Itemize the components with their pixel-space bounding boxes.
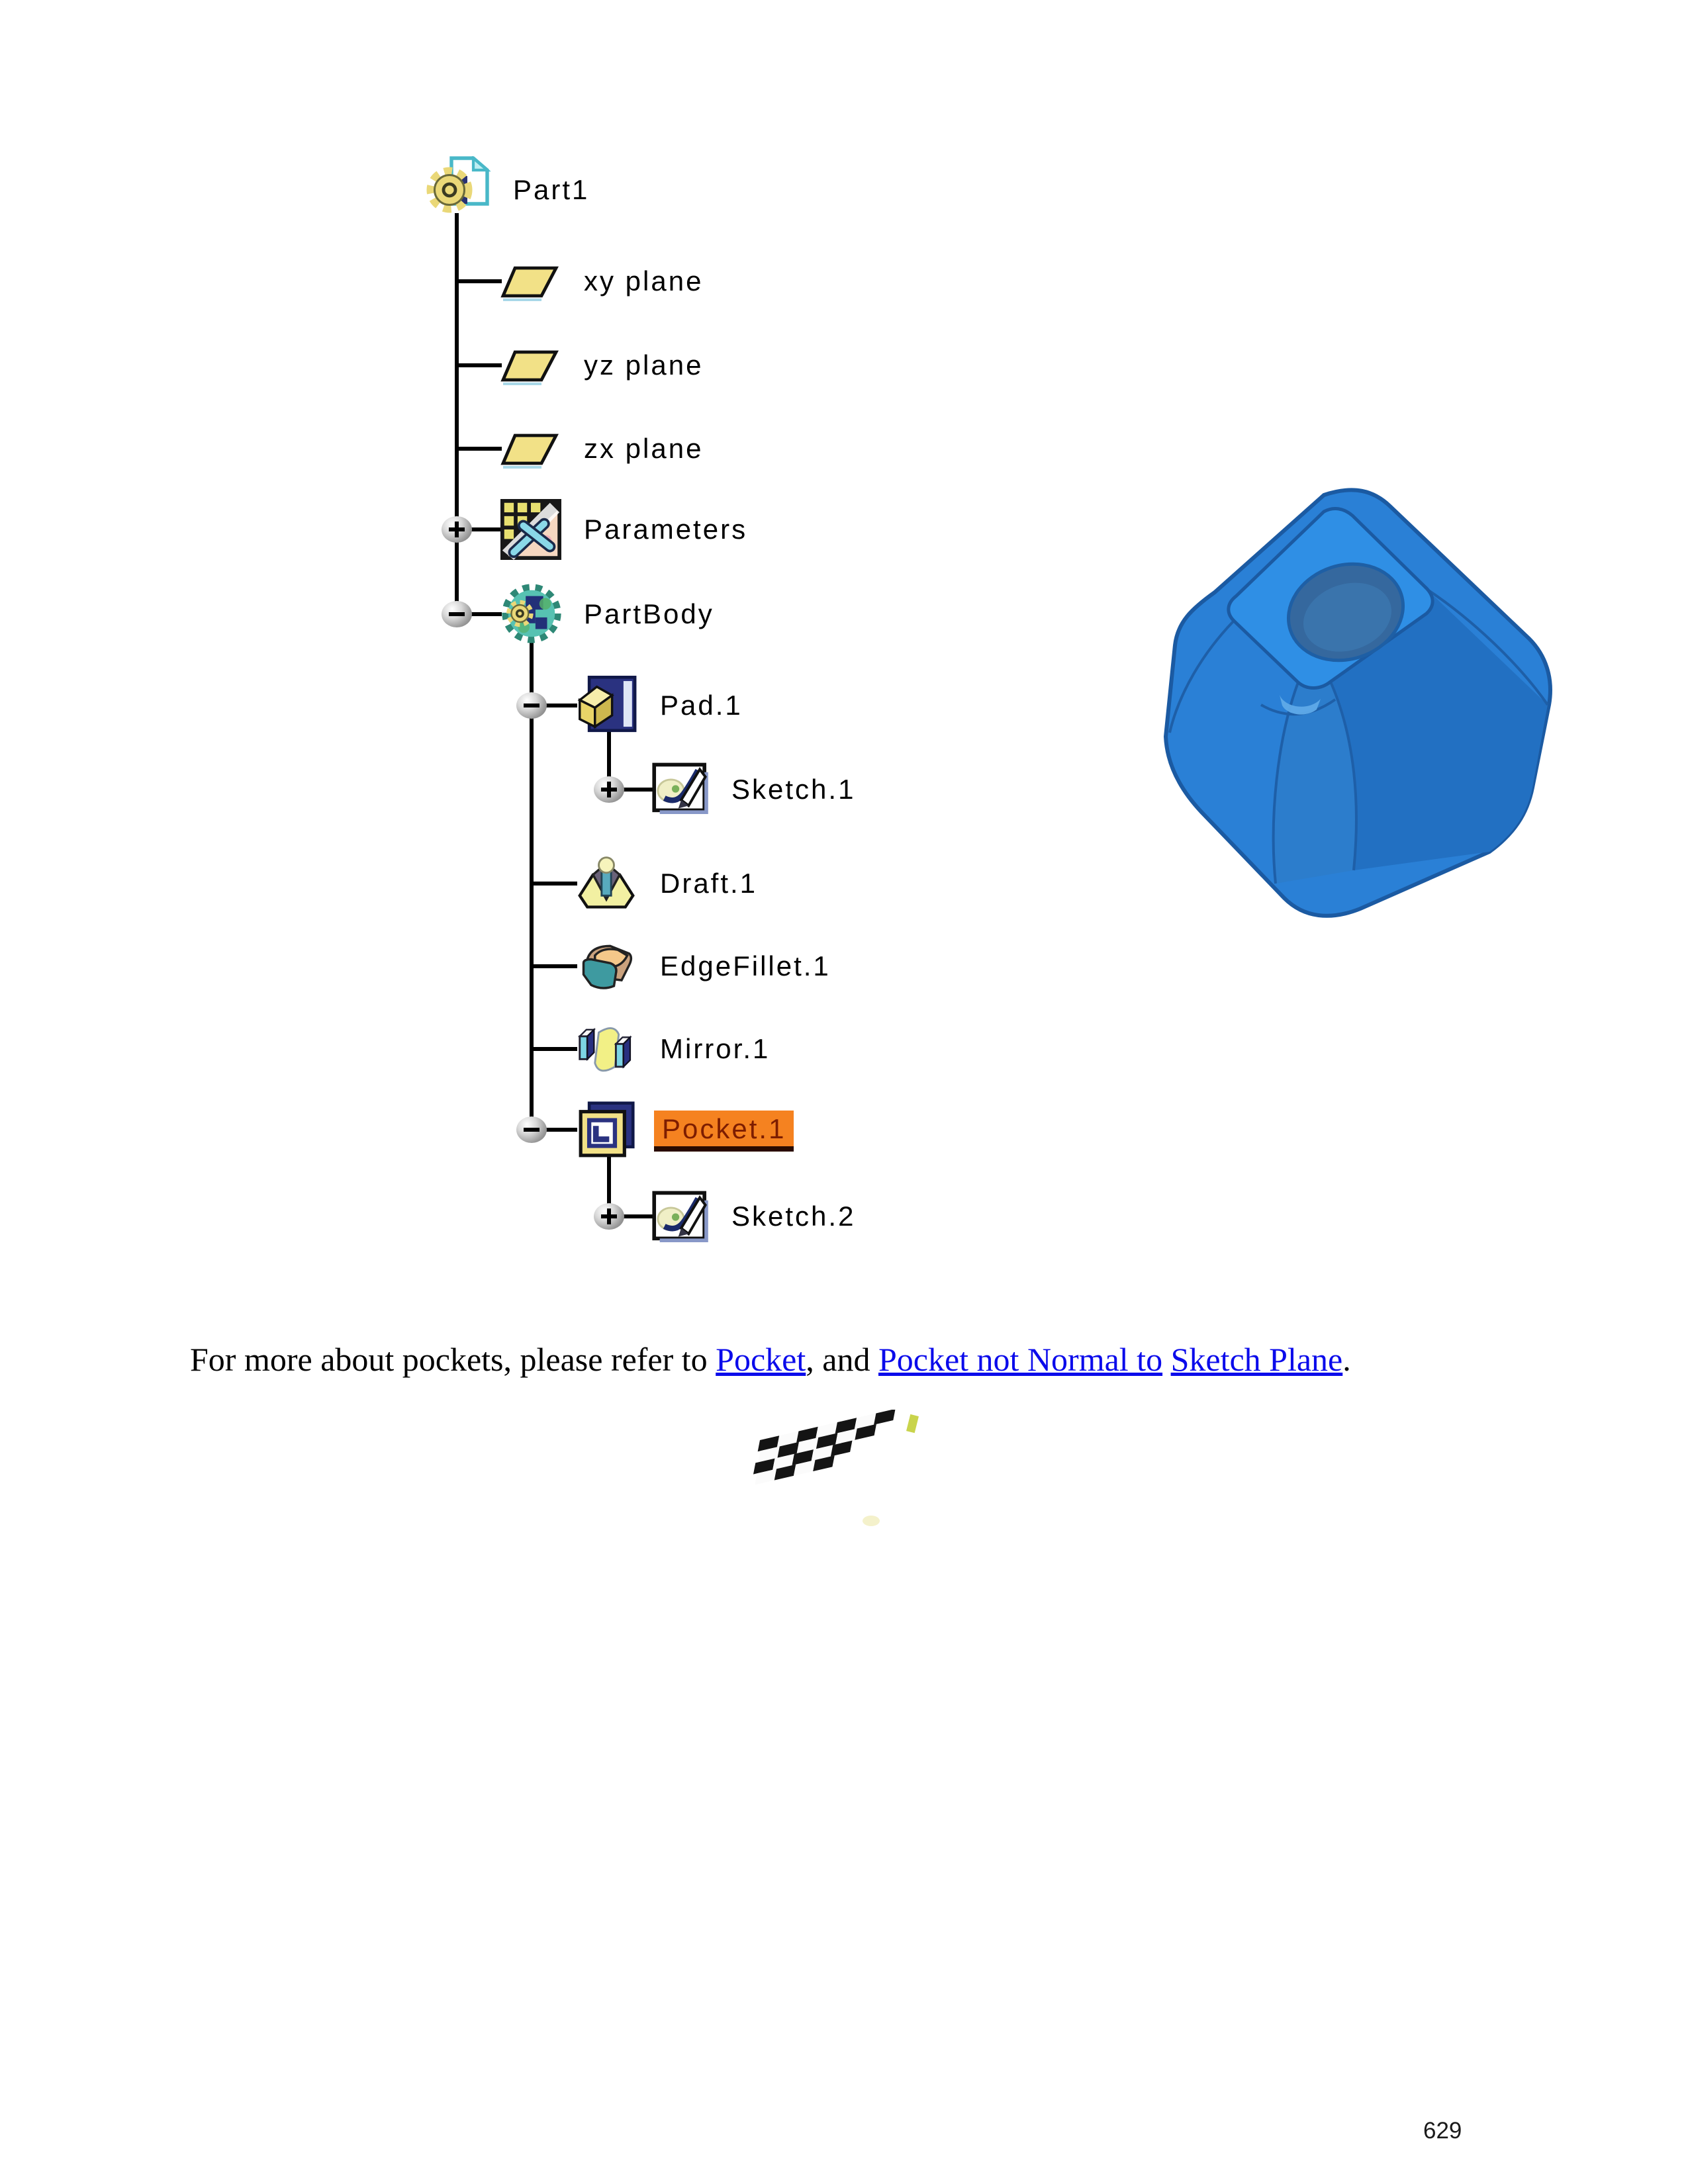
tree-branch (532, 964, 577, 968)
tree-branch (532, 1047, 577, 1051)
parameters-icon (500, 499, 561, 560)
edgefillet-icon (576, 940, 637, 994)
body-paragraph (190, 1332, 1388, 1387)
tree-trunk-root (455, 213, 459, 618)
tree-item-sketch2[interactable]: Sketch.2 (731, 1201, 856, 1232)
checkered-flag-icon (741, 1410, 933, 1535)
expander-pocket1-minus[interactable] (516, 1116, 547, 1143)
tree-item-sketch1[interactable]: Sketch.1 (731, 774, 856, 805)
tree-item-part1[interactable]: Part1 (513, 174, 590, 205)
pocket-icon (576, 1100, 637, 1160)
tree-item-partbody[interactable]: PartBody (584, 598, 714, 629)
tree-item-pad1[interactable]: Pad.1 (660, 690, 743, 721)
tree-item-parameters[interactable]: Parameters (584, 514, 748, 545)
tree-branch (457, 279, 502, 283)
tree-item-mirror1[interactable]: Mirror.1 (660, 1033, 771, 1064)
partbody-icon (500, 582, 563, 645)
tree-branch (457, 363, 502, 367)
part-icon (426, 156, 493, 220)
expander-sketch1-plus[interactable] (594, 776, 624, 803)
paragraph-text: For more about pockets, please refer to (190, 1341, 716, 1378)
pad-icon (576, 675, 637, 735)
expander-pad1-minus[interactable] (516, 692, 547, 719)
mirror-icon (576, 1019, 637, 1080)
paragraph-text: . (1342, 1341, 1351, 1378)
tree-branch (457, 447, 502, 451)
tree-item-zx-plane[interactable]: zx plane (584, 433, 704, 464)
tree-item-edgefillet1[interactable]: EdgeFillet.1 (660, 950, 831, 981)
tree-item-yz-plane[interactable]: yz plane (584, 349, 704, 381)
link-pocket-not-normal[interactable]: Pocket not Normal to (878, 1341, 1163, 1378)
expander-parameters-plus[interactable] (442, 516, 472, 543)
link-pocket[interactable]: Pocket (716, 1341, 806, 1378)
expander-partbody-minus[interactable] (442, 601, 472, 627)
expander-sketch2-plus[interactable] (594, 1203, 624, 1230)
plane-icon (499, 428, 561, 470)
paragraph-text (1162, 1341, 1171, 1378)
paragraph-text: , and (806, 1341, 878, 1378)
tree-branch (532, 882, 577, 886)
link-sketch-plane[interactable]: Sketch Plane (1170, 1341, 1343, 1378)
draft-icon (576, 855, 637, 913)
tree-item-draft1[interactable]: Draft.1 (660, 868, 758, 899)
sketch-icon (651, 762, 711, 815)
sketch-icon (651, 1191, 711, 1244)
page-number: 629 (1423, 2118, 1462, 2144)
tree-item-pocket1-selected[interactable]: Pocket.1 (654, 1111, 794, 1152)
tree-item-xy-plane[interactable]: xy plane (584, 265, 704, 296)
plane-icon (499, 344, 561, 387)
plane-icon (499, 260, 561, 302)
part-3d-view (1162, 486, 1559, 923)
